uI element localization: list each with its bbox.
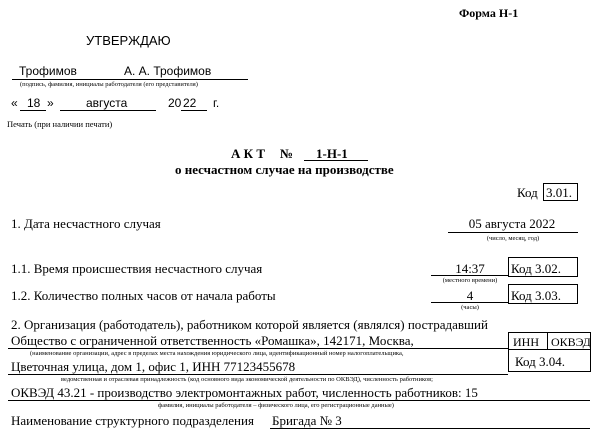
item2-line2-rule (8, 374, 508, 375)
item2-label: 2. Организация (работодатель), работником которой является (являлся) пострадавший (11, 317, 488, 332)
item1-1-code-box (508, 257, 578, 277)
approve-day-line (20, 110, 46, 111)
item2-code: Код 3.04. (515, 354, 566, 369)
approve-title: УТВЕРЖДАЮ (86, 33, 171, 48)
division-line (270, 428, 590, 429)
code-main-box (543, 183, 578, 201)
form-label: Форма Н-1 (459, 6, 519, 20)
item1-line (448, 232, 578, 233)
item1-2-line (431, 302, 509, 303)
item2-line2: Цветочная улица, дом 1, офис 1, ИНН 77123455678 (11, 359, 296, 374)
item1-caption: (число, месяц, год) (486, 235, 540, 242)
act-title: А К Т (231, 146, 265, 161)
item1-1-value: 14:37 (455, 261, 485, 276)
inn-header: ИНН (513, 335, 539, 349)
approve-month: августа (86, 96, 128, 110)
approve-name: А. А. Трофимов (124, 64, 212, 78)
approve-day: 18 (27, 96, 41, 110)
date-quote-close: » (47, 96, 54, 110)
item1-1-caption: (местного времени) (442, 277, 498, 284)
item1-2-value: 4 (466, 288, 474, 303)
act-number-line (304, 160, 368, 161)
approve-sign-line (12, 79, 248, 80)
item1-2-code: Код 3.03. (511, 288, 562, 303)
approve-year-unit: г. (213, 96, 220, 110)
item2-code-box (508, 349, 591, 372)
item2-line3-rule (8, 400, 590, 401)
item2-line1: Общество с ограниченной ответственность «Ромашка», 142171, Москва, (11, 333, 414, 348)
date-quote-open: « (11, 96, 18, 110)
approve-year-suffix: 22 (183, 96, 197, 110)
approve-signature: Трофимов (19, 64, 77, 78)
stamp-label: Печать (при наличии печати) (7, 119, 113, 129)
act-number-sign: № (280, 146, 294, 161)
item2-caption1: (наименование организации, адрес в пределах места нахождения юридического лица, идентификационный номер налогоплательщика, (30, 350, 404, 357)
division-label: Наименование структурного подразделения (11, 413, 254, 428)
okved-header-box (547, 332, 591, 350)
approve-month-line (60, 110, 156, 111)
okved-header: ОКВЭД (551, 335, 591, 349)
item1-2-code-box (508, 284, 578, 304)
act-subtitle: о несчастном случае на производстве (175, 162, 394, 177)
item2-caption3: фамилия, инициалы работодателя – физического лица, его регистрационные данные) (158, 402, 394, 409)
item2-line1-rule (8, 348, 508, 349)
item1-2-label: 1.2. Количество полных часов от начала работы (11, 288, 276, 303)
approve-sign-caption: (подпись, фамилия, инициалы работодателя (его представителя) (20, 81, 198, 88)
code-main-value: 3.01. (546, 185, 572, 200)
act-number: 1-Н-1 (316, 146, 348, 161)
item1-1-label: 1.1. Время происшествия несчастного случая (11, 261, 263, 276)
item1-value: 05 августа 2022 (468, 216, 556, 231)
item1-1-code: Код 3.02. (511, 261, 562, 276)
approve-year-line (181, 110, 207, 111)
item2-caption2: ведомственная и отраслевая принадлежность (код основного вида экономической деятельности по ОКВЭД), численность работников; (61, 376, 433, 383)
division-value: Бригада № 3 (272, 413, 342, 428)
item1-2-caption: (часы) (461, 304, 479, 311)
item1-label: 1. Дата несчастного случая (11, 216, 161, 231)
code-main-label: Код (517, 185, 538, 200)
item2-line3: ОКВЭД 43.21 - производство электромонтажных работ, численность работников: 15 (11, 385, 478, 400)
inn-header-box (508, 332, 548, 350)
approve-year-prefix: 20 (168, 96, 182, 110)
item1-1-line (431, 275, 509, 276)
